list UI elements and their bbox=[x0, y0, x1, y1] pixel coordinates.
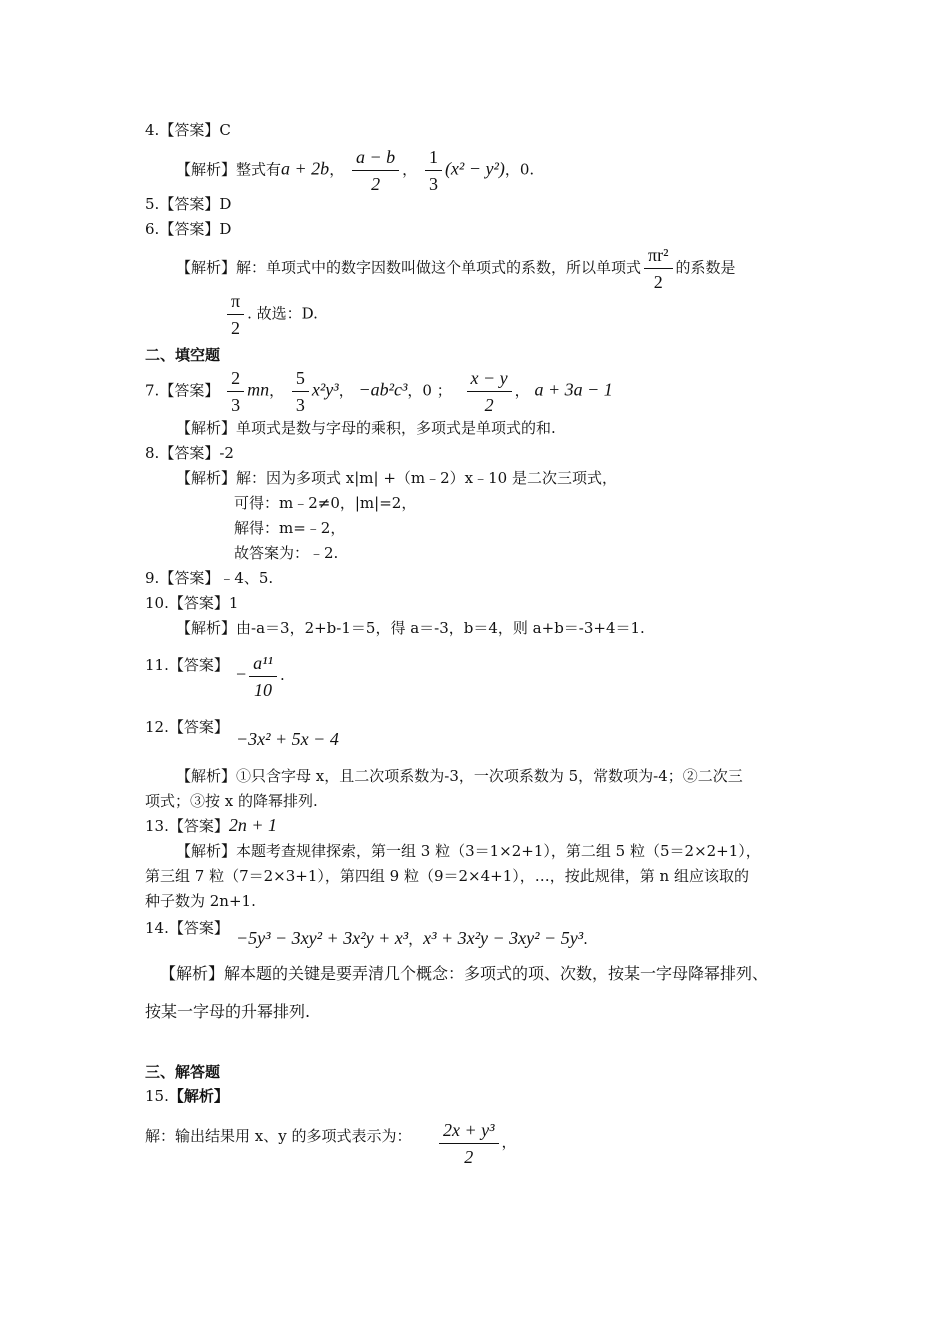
q9-number: 9. bbox=[145, 569, 160, 587]
q10-number: 10. bbox=[145, 594, 169, 612]
tail-text: ， bbox=[501, 1133, 517, 1151]
explanation-text: . 故选：D. bbox=[247, 304, 318, 323]
explanation-text: 解：因为多项式 x|m| +（m﹣2）x﹣10 是二次三项式， bbox=[236, 469, 617, 487]
numerator: πr² bbox=[644, 244, 672, 269]
q12-explanation-cont: 项式；③按 x 的降幂排列. bbox=[145, 792, 318, 810]
numerator: 1 bbox=[425, 146, 442, 171]
separator: ， bbox=[338, 381, 354, 400]
q13-explanation-cont: 种子数为 2n+1. bbox=[145, 892, 256, 910]
section-title: 二、填空题 bbox=[145, 346, 221, 364]
answer-label: 【答案】 bbox=[168, 594, 229, 612]
q6-explanation bbox=[176, 244, 736, 293]
explanation-text: 整式有 bbox=[236, 160, 282, 179]
q7-explanation bbox=[176, 418, 556, 438]
q8-step: 故答案为：﹣2. bbox=[234, 544, 339, 562]
q5-number: 5. bbox=[145, 195, 160, 213]
explanation-label: 【解析】 bbox=[176, 258, 237, 277]
numerator: 2 bbox=[227, 367, 244, 392]
q6-number: 6. bbox=[145, 220, 160, 238]
q10-explanation bbox=[176, 618, 645, 638]
explanation-label: 【解析】 bbox=[176, 619, 237, 637]
answer-value: ﹣4、5. bbox=[219, 569, 274, 587]
q15-line bbox=[145, 1086, 229, 1106]
q8-number: 8. bbox=[145, 444, 160, 462]
q7-number: 7. bbox=[145, 381, 160, 400]
denominator: 3 bbox=[295, 395, 305, 415]
separator: ， bbox=[514, 381, 530, 400]
q14-explanation-cont: 按某一字母的升幂排列. bbox=[145, 1002, 311, 1021]
expression: mn bbox=[247, 379, 270, 400]
numerator: a¹¹ bbox=[249, 652, 277, 677]
answer-value: C bbox=[219, 121, 231, 139]
explanation-text: 解：单项式中的数字因数叫做这个单项式的系数，所以单项式 bbox=[236, 258, 642, 277]
q8-step: 解得：m=﹣2， bbox=[234, 519, 346, 537]
fraction bbox=[292, 367, 309, 416]
answer-label: 【答案】 bbox=[159, 444, 220, 462]
q12-number: 12. bbox=[145, 718, 169, 736]
q4-explanation bbox=[176, 146, 534, 195]
explanation-label: 【解析】 bbox=[168, 1087, 229, 1105]
q8-step: 可得：m﹣2≠0，|m|=2， bbox=[234, 494, 417, 512]
q13-answer-line bbox=[145, 815, 277, 836]
denominator: 2 bbox=[231, 318, 241, 338]
explanation-text: 的系数是 bbox=[675, 258, 736, 277]
answer-label: 【答案】 bbox=[168, 919, 229, 937]
answer-value: -2 bbox=[219, 444, 234, 462]
q14-number: 14. bbox=[145, 919, 169, 937]
q14-answer-line bbox=[145, 918, 229, 938]
q4-number: 4. bbox=[145, 121, 160, 139]
q15-solution: 解：输出结果用 x、y 的多项式表示为： bbox=[145, 1127, 412, 1145]
expression: −5y³ − 3xy² + 3x²y + x³ bbox=[236, 928, 409, 948]
q11-number: 11. bbox=[145, 656, 169, 674]
q12-answer-value: −3x² + 5x − 4 bbox=[236, 729, 339, 749]
expression: (x² − y²) bbox=[444, 158, 505, 179]
fraction bbox=[439, 1119, 499, 1168]
minus-sign: − bbox=[236, 664, 247, 684]
denominator: 2 bbox=[371, 174, 381, 194]
q15-number: 15. bbox=[145, 1087, 169, 1105]
fraction bbox=[644, 244, 672, 293]
numerator: 2x + y³ bbox=[439, 1119, 499, 1144]
answer-label: 【答案】 bbox=[159, 381, 220, 400]
explanation-label: 【解析】 bbox=[176, 842, 237, 860]
q4-answer-line bbox=[145, 120, 231, 140]
separator: ，0 ； bbox=[407, 381, 452, 400]
answer-label: 【答案】 bbox=[168, 718, 229, 736]
denominator: 2 bbox=[484, 395, 494, 415]
q8-answer-line bbox=[145, 443, 234, 463]
tail-text: . bbox=[279, 666, 285, 684]
q7-answer-line bbox=[145, 367, 613, 416]
q5-answer-line bbox=[145, 194, 231, 214]
expression: a + 2b bbox=[281, 158, 330, 179]
fraction bbox=[467, 367, 512, 416]
explanation-text: ①只含字母 x，且二次项系数为-3，一次项系数为 5，常数项为-4；②二次三 bbox=[236, 767, 743, 785]
section-title: 三、解答题 bbox=[145, 1063, 221, 1081]
q8-explanation bbox=[176, 468, 617, 488]
numerator: π bbox=[227, 290, 244, 315]
q11-answer-line bbox=[145, 655, 229, 675]
denominator: 10 bbox=[254, 679, 273, 700]
answer-value: 1 bbox=[228, 594, 239, 612]
numerator: x − y bbox=[467, 367, 512, 392]
denominator: 3 bbox=[428, 174, 438, 194]
answer-label: 【答案】 bbox=[159, 121, 220, 139]
separator: ， bbox=[408, 930, 424, 948]
q6-answer-line bbox=[145, 219, 231, 239]
answer-label: 【答案】 bbox=[168, 817, 229, 835]
denominator: 3 bbox=[231, 395, 241, 415]
explanation-text: 解本题的关键是要弄清几个概念：多项式的项、次数，按某一字母降幂排列、 bbox=[224, 964, 769, 983]
answer-value: 2n + 1 bbox=[228, 815, 278, 835]
tail-text: ，0. bbox=[504, 160, 535, 179]
answer-label: 【答案】 bbox=[168, 656, 229, 674]
answer-label: 【答案】 bbox=[159, 195, 220, 213]
expression: x²y³ bbox=[311, 379, 339, 400]
explanation-label: 【解析】 bbox=[160, 964, 225, 983]
q11-answer-math bbox=[236, 650, 285, 701]
explanation-label: 【解析】 bbox=[176, 767, 237, 785]
q10-answer-line bbox=[145, 593, 238, 613]
fraction bbox=[227, 367, 244, 416]
q12-answer-line bbox=[145, 717, 229, 737]
q9-answer-line bbox=[145, 568, 273, 588]
q13-explanation-cont: 第三组 7 粒（7＝2×3+1），第四组 9 粒（9＝2×4+1），…，按此规律，第 n 组应该取的 bbox=[145, 867, 749, 885]
fraction bbox=[425, 146, 442, 195]
answer-value: D bbox=[219, 195, 232, 213]
numerator: a − b bbox=[352, 146, 399, 171]
q6-explanation-cont bbox=[224, 290, 318, 339]
explanation-text: 单项式是数与字母的乘积，多项式是单项式的和. bbox=[236, 419, 556, 437]
q12-explanation bbox=[176, 766, 743, 786]
fraction bbox=[352, 146, 399, 195]
fraction bbox=[227, 290, 244, 339]
expression: x³ + 3x²y − 3xy² − 5y³ bbox=[423, 928, 584, 948]
q14-answer-math bbox=[236, 928, 588, 949]
explanation-text: 由-a＝3，2+b-1＝5，得 a＝-3，b＝4，则 a+b＝-3+4＝1. bbox=[236, 619, 645, 637]
explanation-label: 【解析】 bbox=[176, 419, 237, 437]
denominator: 2 bbox=[464, 1146, 474, 1167]
q13-explanation bbox=[176, 841, 761, 861]
expression: −ab²c³ bbox=[358, 379, 408, 400]
answer-label: 【答案】 bbox=[159, 220, 220, 238]
explanation-label: 【解析】 bbox=[176, 469, 237, 487]
answer-value: D bbox=[219, 220, 232, 238]
separator: ， bbox=[269, 381, 285, 400]
q15-math bbox=[436, 1118, 517, 1168]
separator: ， bbox=[402, 160, 418, 179]
tail-text: . bbox=[583, 930, 588, 948]
numerator: 5 bbox=[292, 367, 309, 392]
expression: a + 3a − 1 bbox=[534, 379, 613, 400]
separator: ， bbox=[329, 160, 345, 179]
explanation-text: 本题考查规律探索，第一组 3 粒（3＝1×2+1），第二组 5 粒（5＝2×2+1）， bbox=[236, 842, 761, 860]
explanation-label: 【解析】 bbox=[176, 160, 237, 179]
fraction bbox=[249, 652, 277, 701]
q13-number: 13. bbox=[145, 817, 169, 835]
answer-label: 【答案】 bbox=[159, 569, 220, 587]
denominator: 2 bbox=[653, 272, 663, 292]
q14-explanation bbox=[160, 964, 768, 984]
